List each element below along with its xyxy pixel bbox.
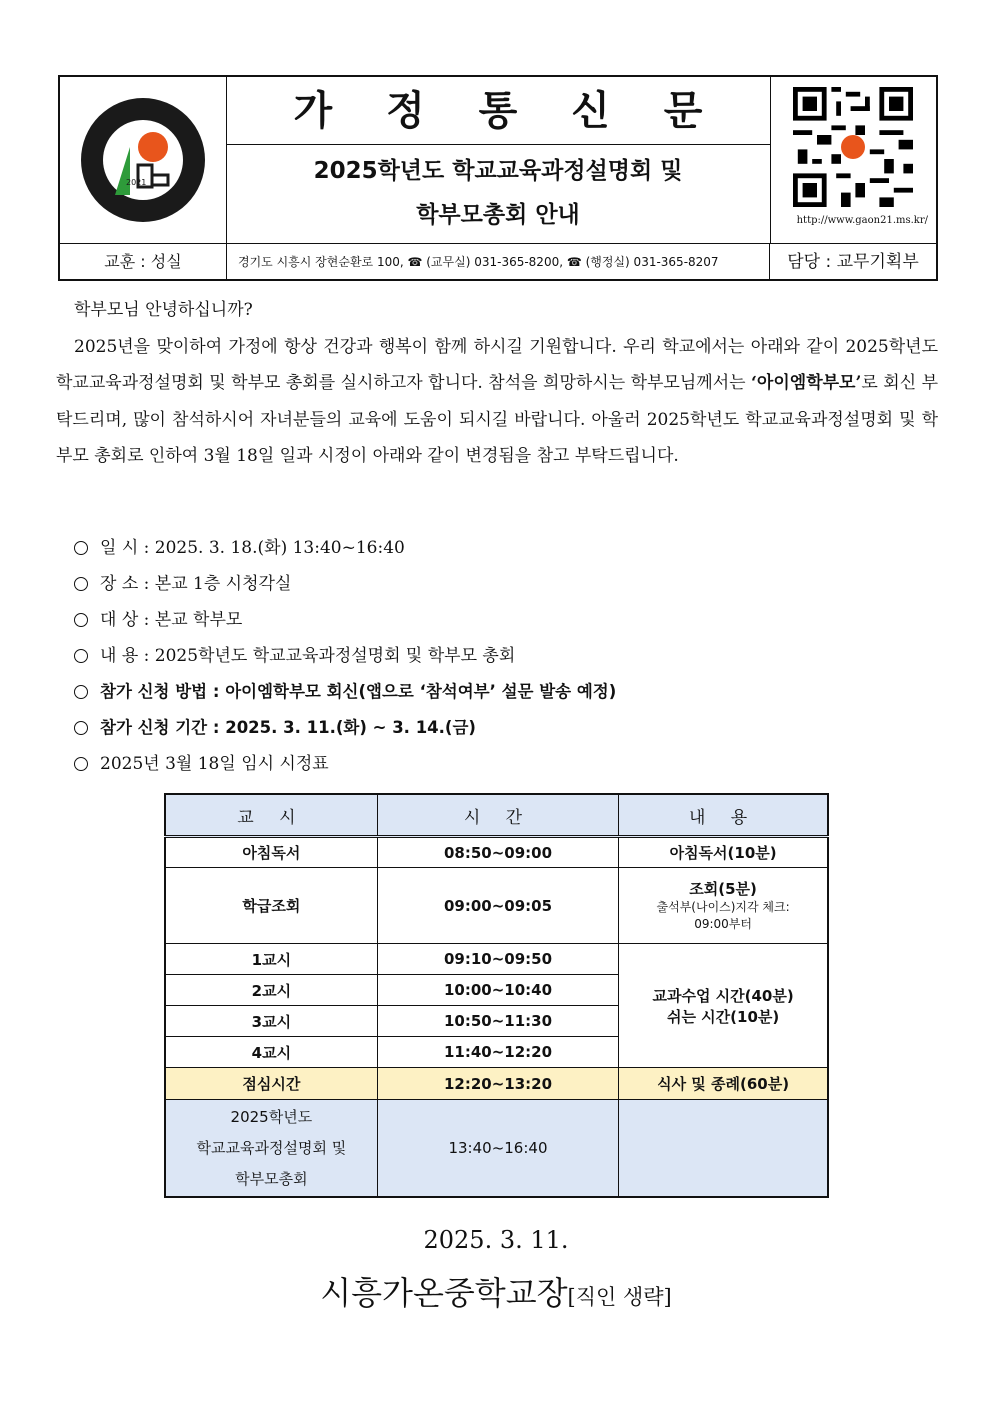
greeting: 학부모님 안녕하십니까?: [74, 300, 253, 320]
info-item: [74, 674, 934, 710]
event-line-3: 학부모총회: [235, 1169, 308, 1188]
time-cell: 09:00~09:05: [377, 868, 618, 944]
content-cell: 아침독서(10분): [619, 837, 828, 868]
circle-bullet-icon: [74, 721, 88, 735]
school-motto: 교훈 : 성실: [60, 244, 227, 280]
department: 담당 : 교무기획부: [787, 252, 919, 272]
info-text: 참가 신청 방법 : 아이엠학부모 회신(앱으로 ‘참석여부’ 설문 발송 예정): [100, 682, 617, 701]
issue-date: 2025. 3. 11.: [423, 1226, 569, 1254]
class-content-1: 교과수업 시간(40분): [652, 986, 794, 1005]
content-cell: [619, 944, 828, 1068]
homeroom-content: 조회(5분): [689, 880, 757, 898]
time-cell: 11:40~12:20: [377, 1037, 618, 1068]
time-cell: 12:20~13:20: [377, 1068, 618, 1100]
table-row: [165, 868, 828, 944]
info-text: 대 상 : 본교 학부모: [100, 610, 243, 630]
subtitle-line-1: 2025학년도 학교교육과정설명회 및: [313, 158, 683, 184]
principal-signature: [0, 1268, 992, 1314]
info-item: [74, 638, 934, 674]
info-text: 장 소 : 본교 1층 시청각실: [100, 574, 292, 594]
homeroom-note-2: 09:00부터: [694, 917, 752, 931]
info-text: 내 용 : 2025학년도 학교교육과정설명회 및 학부모 총회: [100, 646, 516, 666]
period-cell: 4교시: [165, 1037, 377, 1068]
table-row: [165, 1068, 828, 1100]
header-period: 교 시: [165, 794, 377, 837]
header-info-row: [60, 243, 936, 280]
period-cell: [165, 1100, 377, 1198]
table-header-row: [165, 794, 828, 837]
table-row: [165, 1100, 828, 1198]
subtitle-line-2: 학부모총회 안내: [416, 202, 580, 228]
info-item: [74, 566, 934, 602]
homeroom-note-1: 출석부(나이스)지각 체크:: [656, 900, 790, 914]
main-paragraph: [56, 329, 938, 475]
event-line-2: 학교교육과정설명회 및: [196, 1138, 347, 1157]
period-cell: 1교시: [165, 944, 377, 975]
circle-bullet-icon: [74, 685, 88, 699]
page-title: 가 정 통 신 문: [226, 77, 770, 145]
header-time: 시 간: [377, 794, 618, 837]
paragraph-part-2: 로 회신 부탁드리며, 많이 참석하시어 자녀분들의 교육에 도움이 되시길 바랍니다. 아울러 2025학년도 학교교육과정설명회 및 학부모 총회로 인하여 3월 18일 일과 시정이 아래와 같이 변경됨을 참고 부탁드립니다.: [56, 373, 938, 466]
title-cell: [226, 77, 771, 243]
qr-code-icon[interactable]: [793, 87, 913, 207]
info-item: [74, 530, 934, 566]
event-info-list: [74, 530, 934, 782]
letter-body: [56, 292, 938, 475]
time-cell: 10:50~11:30: [377, 1006, 618, 1037]
qr-cell: [770, 77, 936, 243]
time-cell: 08:50~09:00: [377, 837, 618, 868]
info-text: 일 시 : 2025. 3. 18.(화) 13:40~16:40: [100, 538, 405, 558]
table-row: [165, 944, 828, 975]
circle-bullet-icon: [74, 649, 88, 663]
table-row: [165, 837, 828, 868]
info-text: 2025년 3월 18일 임시 시정표: [100, 754, 329, 774]
principal-title: 시흥가온중학교장: [320, 1274, 568, 1312]
logo-cell: [60, 77, 227, 243]
svg-text:2021: 2021: [126, 178, 147, 187]
period-cell: 아침독서: [165, 837, 377, 868]
circle-bullet-icon: [74, 541, 88, 555]
time-cell: 13:40~16:40: [377, 1100, 618, 1198]
circle-bullet-icon: [74, 757, 88, 771]
info-item: [74, 746, 934, 782]
school-url[interactable]: http://www.gaon21.ms.kr/: [796, 215, 928, 226]
circle-bullet-icon: [74, 613, 88, 627]
time-cell: 09:10~09:50: [377, 944, 618, 975]
period-cell: 2교시: [165, 975, 377, 1006]
school-emblem-icon: [60, 77, 226, 243]
info-item: [74, 710, 934, 746]
app-name: ‘아이엠학부모’: [751, 373, 862, 393]
period-cell: 점심시간: [165, 1068, 377, 1100]
page-subtitle: [226, 149, 770, 237]
content-cell: 식사 및 종례(60분): [619, 1068, 828, 1100]
class-content-2: 쉬는 시간(10분): [666, 1007, 780, 1026]
circle-bullet-icon: [74, 577, 88, 591]
info-text: 참가 신청 기간 : 2025. 3. 11.(화) ~ 3. 14.(금): [100, 718, 476, 737]
schedule-table: [164, 793, 829, 1198]
header-content: 내 용: [619, 794, 828, 837]
seal-note: [직인 생략]: [567, 1285, 672, 1309]
period-cell: 3교시: [165, 1006, 377, 1037]
content-cell: [619, 868, 828, 944]
event-line-1: 2025학년도: [230, 1107, 313, 1126]
content-cell: [619, 1100, 828, 1198]
school-address: 경기도 시흥시 장현순환로 100, ☎ (교무실) 031-365-8200, ☎ (행정실) 031-365-8207: [226, 244, 770, 280]
period-cell: 학급조회: [165, 868, 377, 944]
paragraph-part-1: 2025년을 맞이하여 가정에 항상 건강과 행복이 함께 하시길 기원합니다. 우리 학교에서는 아래와 같이 2025학년도 학교교육과정설명회 및 학부모 총회를 실시하고자 합니다. 참석을 희망하시는 학부모님께서는: [56, 336, 938, 393]
newsletter-header: [58, 75, 938, 281]
time-cell: 10:00~10:40: [377, 975, 618, 1006]
info-item: [74, 602, 934, 638]
